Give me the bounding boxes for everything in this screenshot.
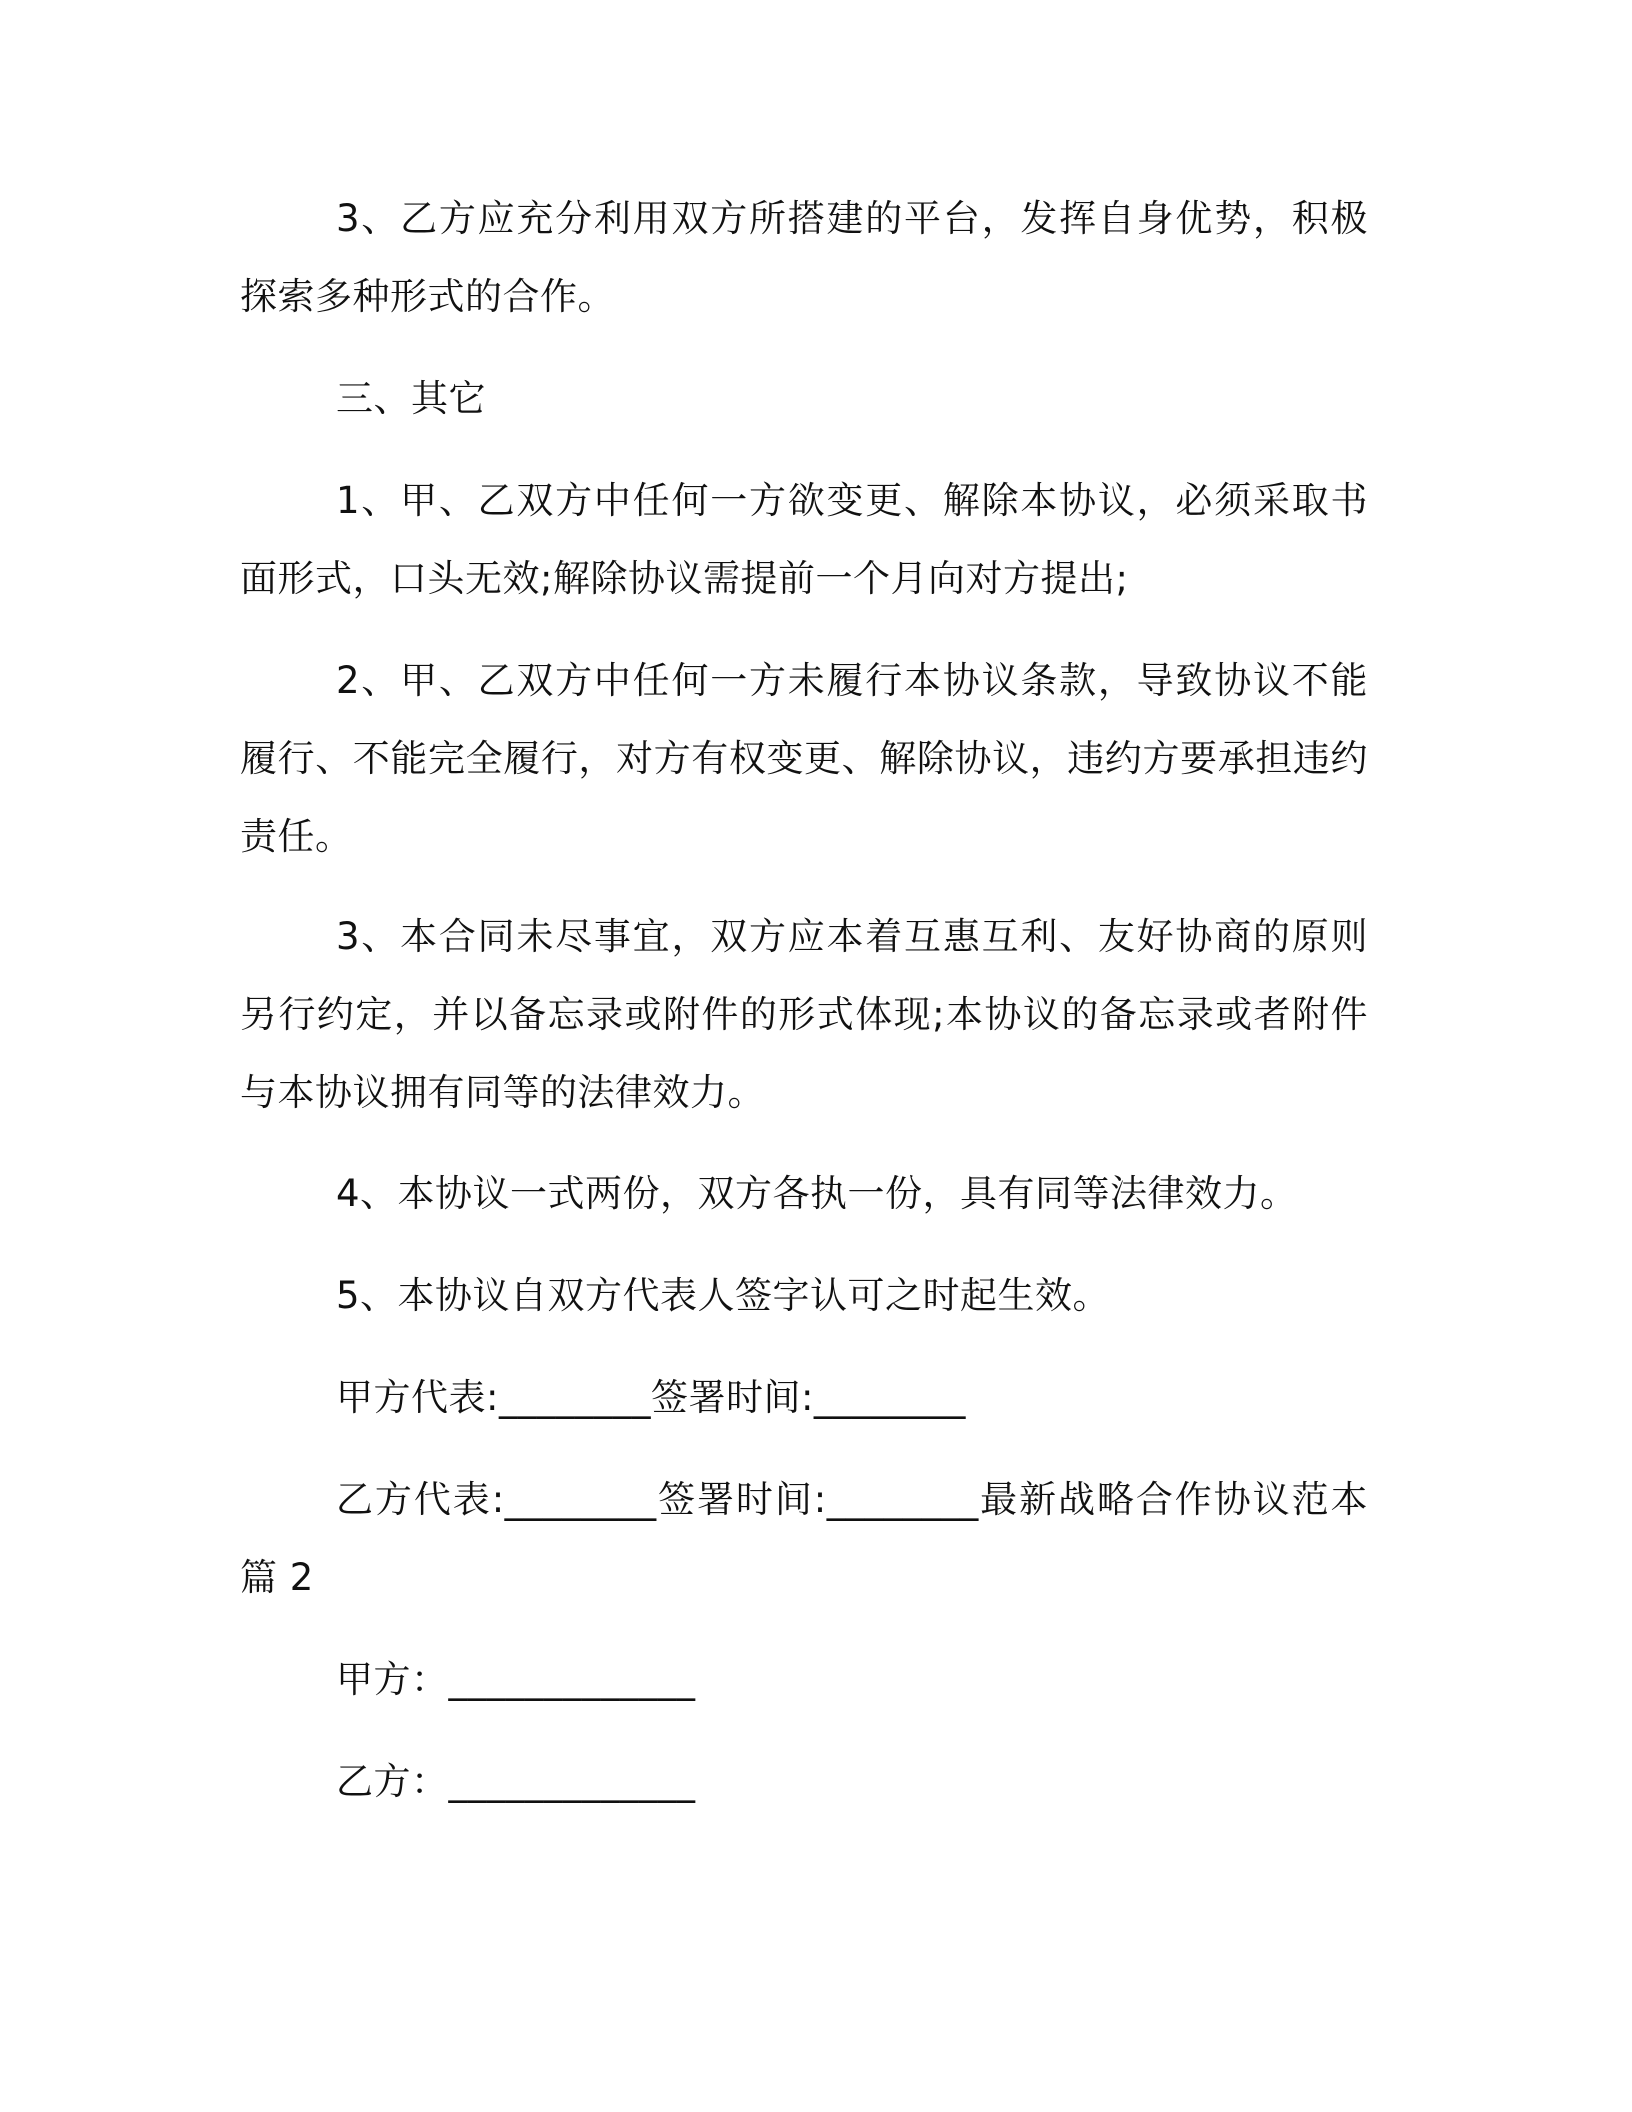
paragraph-others-item-3: 3、本合同未尽事宜，双方应本着互惠互利、友好协商的原则另行约定，并以备忘录或附件的形式体现;本协议的备忘录或者附件与本协议拥有同等的法律效力。 bbox=[240, 915, 1368, 1114]
paragraph-others-item-4: 4、本协议一式两份，双方各执一份，具有同等法律效力。 bbox=[336, 1172, 1298, 1215]
paragraph-others-item-1: 1、甲、乙双方中任何一方欲变更、解除本协议，必须采取书面形式，口头无效;解除协议需提前一个月向对方提出; bbox=[240, 479, 1368, 600]
party-a-field: 甲方：_____________ bbox=[336, 1658, 696, 1701]
section-heading-others: 三、其它 bbox=[336, 377, 486, 420]
paragraph-others-item-2: 2、甲、乙双方中任何一方未履行本协议条款，导致协议不能履行、不能完全履行，对方有权变更、解除协议，违约方要承担违约责任。 bbox=[240, 659, 1368, 858]
paragraph-cooperation-item-3: 3、乙方应充分利用双方所搭建的平台，发挥自身优势，积极探索多种形式的合作。 bbox=[240, 197, 1368, 318]
signature-line-party-a: 甲方代表:________签署时间:________ bbox=[336, 1376, 966, 1419]
paragraph-others-item-5: 5、本协议自双方代表人签字认可之时起生效。 bbox=[336, 1274, 1111, 1317]
signature-line-party-b: 乙方代表:________签署时间:________最新战略合作协议范本篇 2 bbox=[240, 1478, 1368, 1599]
party-b-field: 乙方：_____________ bbox=[336, 1760, 696, 1803]
